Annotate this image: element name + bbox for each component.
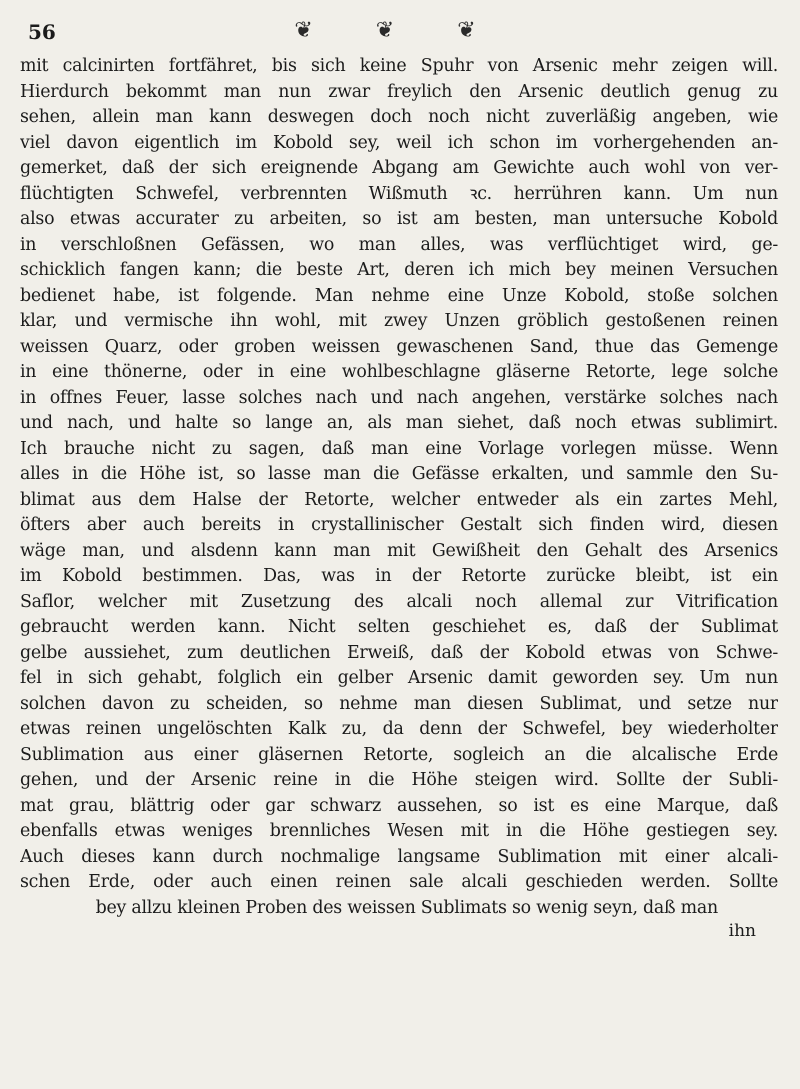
text-line: gelbe aussiehet, zum deutlichen Erweiß, daß der Kobold etwas von Schwe- (20, 642, 778, 663)
text-line: Ich brauche nicht zu sagen, daß man eine Vorlage vorlegen müsse. Wenn (20, 438, 778, 459)
page-header (20, 14, 778, 54)
text-line: viel davon eigentlich im Kobold sey, weil ich schon im vorhergehenden an- (20, 132, 778, 153)
text-line: wäge man, und alsdenn kann man mit Gewißheit den Gehalt des Arsenics (20, 540, 778, 561)
text-line: Sublimation aus einer gläsernen Retorte, sogleich an die alcalische Erde (20, 744, 778, 765)
text-line: Saflor, welcher mit Zusetzung des alcali noch allemal zur Vitrification (20, 591, 778, 612)
text-line: sehen, allein man kann deswegen doch noch nicht zuverläßig angeben, wie (20, 107, 778, 127)
catchword: ihn (728, 921, 756, 941)
text-line: klar, und vermische ihn wohl, mit zwey Unzen gröblich gestoßenen reinen (20, 311, 778, 331)
text-line: öfters aber auch bereits in crystallinischer Gestalt sich finden wird, diesen (20, 515, 778, 535)
text-line: also etwas accurater zu arbeiten, so ist am besten, man untersuche Kobold (20, 209, 778, 229)
text-line: ebenfalls etwas weniges brennliches Wesen mit in die Höhe gestiegen sey. (20, 821, 778, 841)
text-line: solchen davon zu scheiden, so nehme man diesen Sublimat, und setze nur (20, 693, 778, 714)
text-line: Auch dieses kann durch nochmalige langsame Sublimation mit einer alcali- (20, 846, 778, 867)
text-line: in offnes Feuer, lasse solches nach und nach angehen, verstärke solches nach (20, 387, 778, 408)
text-line: gehen, und der Arsenic reine in die Höhe steigen wird. Sollte der Subli- (20, 770, 778, 790)
text-line: gebraucht werden kann. Nicht selten geschiehet es, daß der Sublimat (20, 617, 778, 637)
text-line: mat grau, blättrig oder gar schwarz aussehen, so ist es eine Marque, daß (20, 795, 778, 816)
text-line: weissen Quarz, oder groben weissen gewaschenen Sand, thue das Gemenge (20, 336, 778, 357)
text-line: mit calcinirten fortfähret, bis sich keine Spuhr von Arsenic mehr zeigen will. (20, 56, 778, 76)
text-line: alles in die Höhe ist, so lasse man die Gefässe erkalten, und sammle den Su- (20, 464, 778, 484)
text-line: gemerket, daß der sich ereignende Abgang am Gewichte auch wohl von ver- (20, 158, 778, 178)
text-line: in verschloßnen Gefässen, wo man alles, was verflüchtiget wird, ge- (20, 234, 778, 255)
text-line: schicklich fangen kann; die beste Art, deren ich mich bey meinen Versuchen (20, 260, 778, 280)
text-line: flüchtigten Schwefel, verbrennten Wißmuth ꝛc. herrühren kann. Um nun (20, 183, 778, 204)
body-text (20, 54, 778, 921)
text-line: und nach, und halte so lange an, als man siehet, daß noch etwas sublimirt. (20, 413, 778, 433)
text-line: bedienet habe, ist folgende. Man nehme eine Unze Kobold, stoße solchen (20, 285, 778, 306)
text-line: bey allzu kleinen Proben des weissen Sublimats so wenig seyn, daß man (95, 897, 718, 918)
page-number: 56 (28, 20, 56, 44)
text-line: blimat aus dem Halse der Retorte, welcher entweder als ein zartes Mehl, (20, 489, 778, 510)
text-line: Hierdurch bekommt man nun zwar freylich den Arsenic deutlich genug zu (20, 81, 778, 102)
text-line: schen Erde, oder auch einen reinen sale alcali geschieden werden. Sollte (20, 872, 778, 892)
text-line: etwas reinen ungelöschten Kalk zu, da denn der Schwefel, bey wiederholter (20, 719, 778, 739)
text-line: im Kobold bestimmen. Das, was in der Retorte zurücke bleibt, ist ein (20, 566, 778, 586)
text-line: fel in sich gehabt, folglich ein gelber Arsenic damit geworden sey. Um nun (20, 668, 778, 688)
ornament-icons: ❦ ❦ ❦ (294, 18, 504, 43)
text-line: in eine thönerne, oder in eine wohlbeschlagne gläserne Retorte, lege solche (20, 362, 778, 382)
